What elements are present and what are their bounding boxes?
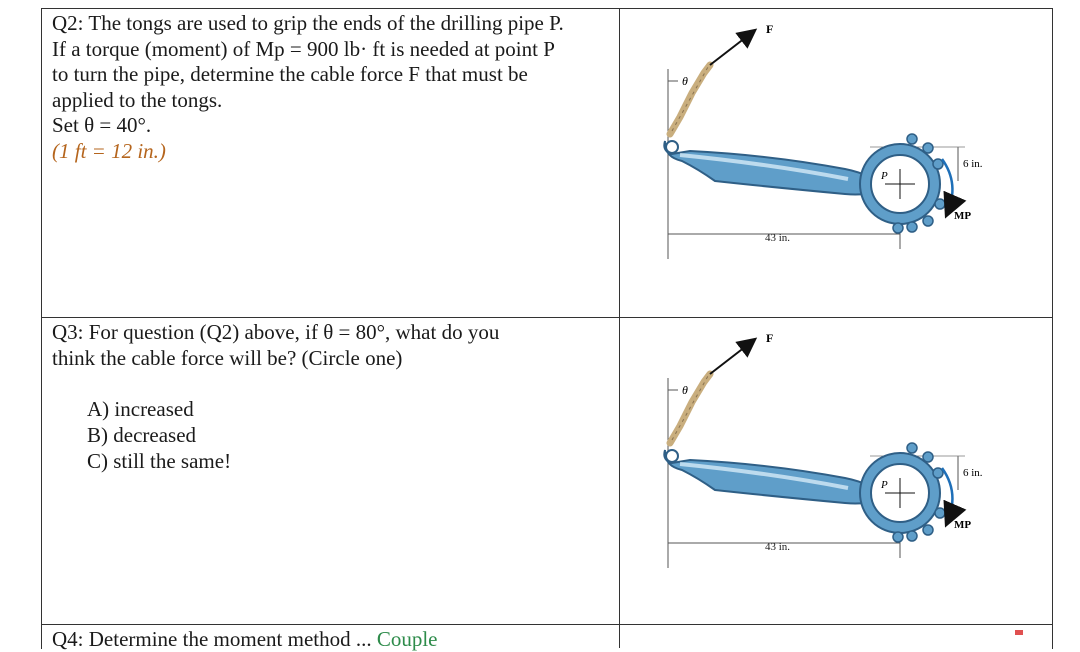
q2-line: Set θ = 40°.: [52, 113, 152, 137]
answer-options: [87, 396, 231, 474]
grip-link: [933, 468, 943, 478]
tong-eye: [666, 141, 678, 153]
grip-link: [933, 159, 943, 169]
length-label: 43 in.: [765, 541, 791, 553]
red-mark: [1015, 630, 1023, 635]
question-3: [52, 320, 612, 371]
grip-link: [907, 222, 917, 232]
q2-line: to turn the pipe, determine the cable force F that must be: [52, 62, 528, 86]
option-a[interactable]: A) increased: [87, 397, 194, 421]
force-label: F: [766, 22, 774, 36]
unit-conversion-note: (1 ft = 12 in.): [52, 138, 166, 163]
point-label: P: [881, 479, 888, 491]
force-arrow: [710, 340, 754, 374]
height-label: 6 in.: [963, 467, 983, 479]
q2-line: If a torque (moment) of Mp = 900 lb· ft is needed at point P: [52, 36, 555, 61]
point-label: P: [881, 170, 888, 182]
grip-link: [923, 452, 933, 462]
angle-label: θ: [682, 74, 688, 88]
tong-eye: [666, 450, 678, 462]
grip-link: [907, 443, 917, 453]
q4-text: Q4: Determine the moment method ...: [52, 627, 377, 651]
question-2: [52, 11, 612, 164]
option-c[interactable]: C) still the same!: [87, 449, 232, 473]
q3-line: think the cable force will be? (Circle one): [52, 345, 403, 370]
q2-line: applied to the tongs.: [52, 87, 223, 112]
grip-link: [935, 199, 945, 209]
grip-link: [923, 143, 933, 153]
length-label: 43 in.: [765, 232, 791, 244]
question-4-partial: [52, 627, 438, 652]
tongs-diagram-svg: [620, 9, 1051, 317]
force-arrow: [710, 31, 754, 65]
moment-label: MP: [954, 210, 972, 222]
grip-link: [935, 508, 945, 518]
tongs-diagram-svg: [620, 318, 1051, 626]
height-label: 6 in.: [963, 158, 983, 170]
q3-line: Q3: For question (Q2) above, if θ = 80°, what do you: [52, 320, 500, 344]
grip-link: [893, 532, 903, 542]
grip-link: [923, 216, 933, 226]
force-label: F: [766, 331, 774, 345]
grip-link: [907, 531, 917, 541]
grip-link: [923, 525, 933, 535]
tongs-figure-q3: [620, 318, 1051, 624]
grip-link: [893, 223, 903, 233]
option-b[interactable]: B) decreased: [87, 423, 197, 447]
angle-label: θ: [682, 383, 688, 397]
q2-line: Q2: The tongs are used to grip the ends of the drilling pipe P.: [52, 11, 564, 35]
q4-green-text: Couple: [376, 627, 438, 651]
moment-label: MP: [954, 519, 972, 531]
grip-link: [907, 134, 917, 144]
tongs-figure-q2: [620, 9, 1051, 317]
